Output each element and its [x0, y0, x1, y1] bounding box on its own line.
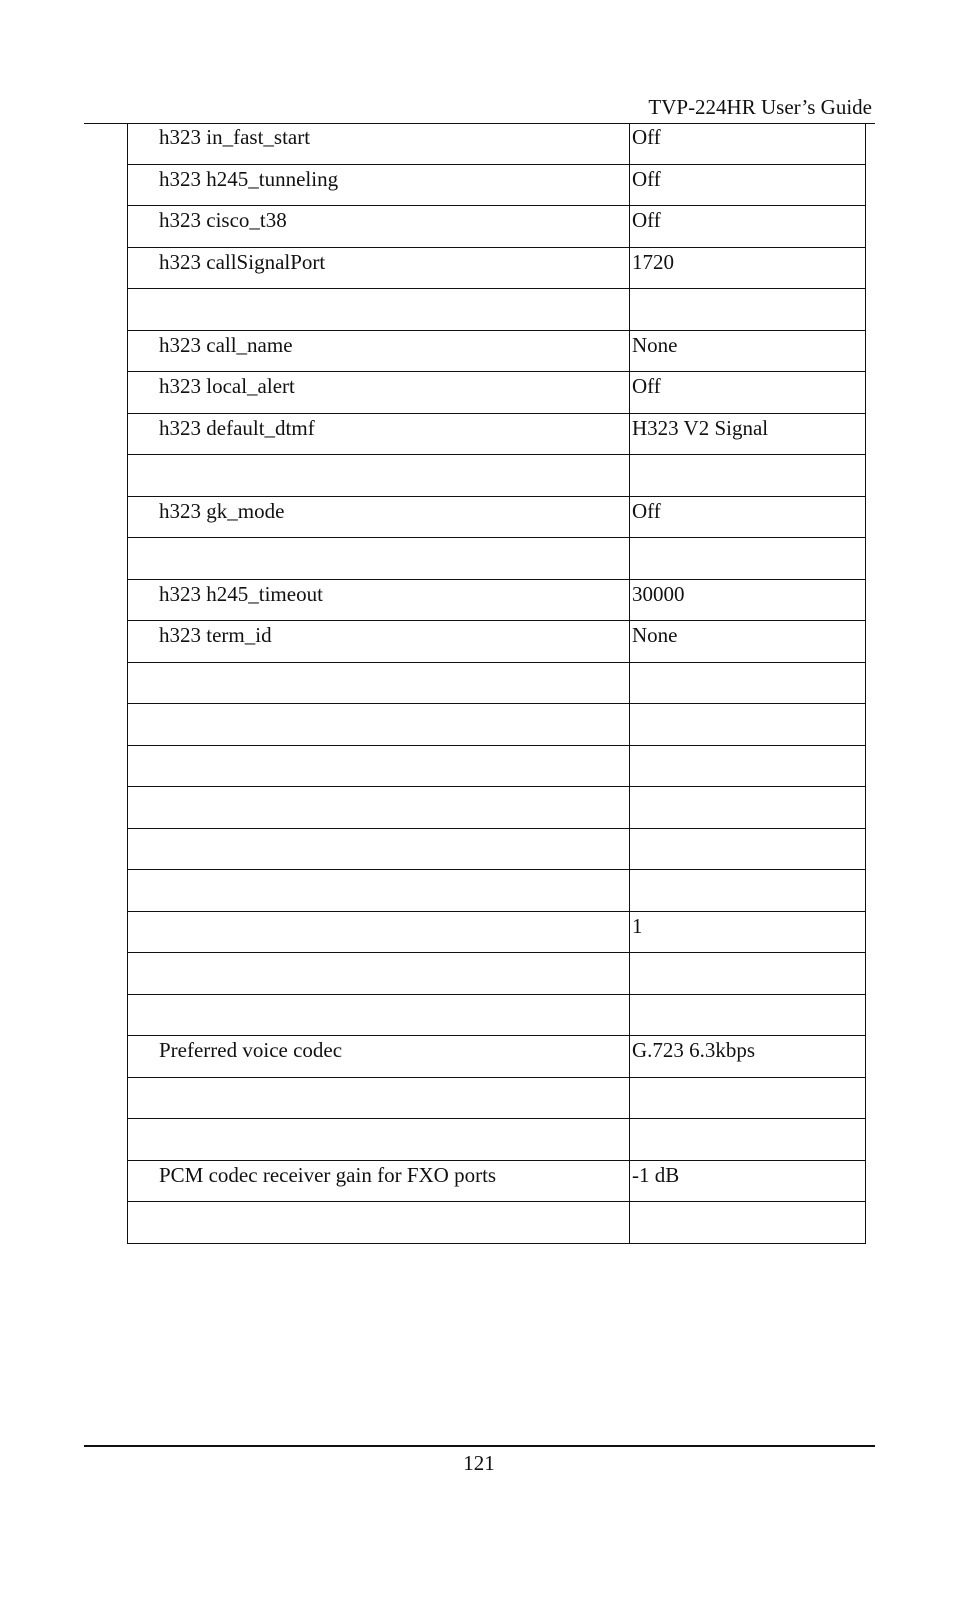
table-row [128, 953, 866, 995]
parameter-name: h323 term_id [128, 621, 630, 663]
parameter-value [630, 289, 866, 331]
parameter-value: Off [630, 496, 866, 538]
parameter-value [630, 745, 866, 787]
parameter-name [128, 289, 630, 331]
parameter-value [630, 870, 866, 912]
parameter-name [128, 662, 630, 704]
parameter-name [128, 953, 630, 995]
parameter-name: h323 h245_tunneling [128, 164, 630, 206]
parameter-value [630, 787, 866, 829]
parameter-value [630, 1119, 866, 1161]
parameter-value [630, 953, 866, 995]
footer-rule [84, 1445, 875, 1447]
parameter-value: 1 [630, 911, 866, 953]
parameter-value: None [630, 621, 866, 663]
parameter-value [630, 994, 866, 1036]
table-row [128, 1202, 866, 1244]
parameter-value [630, 704, 866, 746]
parameter-value: -1 dB [630, 1160, 866, 1202]
parameter-value: 30000 [630, 579, 866, 621]
parameter-value: H323 V2 Signal [630, 413, 866, 455]
table-row [128, 247, 866, 289]
parameter-name [128, 911, 630, 953]
parameter-value: Off [630, 206, 866, 248]
table-row [128, 579, 866, 621]
parameter-value: None [630, 330, 866, 372]
table-row [128, 745, 866, 787]
parameter-value [630, 455, 866, 497]
parameter-name [128, 828, 630, 870]
parameter-name [128, 745, 630, 787]
parameter-name [128, 787, 630, 829]
table-row [128, 413, 866, 455]
table-row [128, 1077, 866, 1119]
table-row [128, 828, 866, 870]
parameter-name: h323 local_alert [128, 372, 630, 414]
table-row [128, 330, 866, 372]
parameter-name: h323 h245_timeout [128, 579, 630, 621]
table-row [128, 621, 866, 663]
parameter-value [630, 828, 866, 870]
parameter-value [630, 662, 866, 704]
parameter-name [128, 1077, 630, 1119]
settings-table [127, 123, 866, 1244]
table-row [128, 704, 866, 746]
table-row [128, 911, 866, 953]
parameter-name [128, 538, 630, 580]
parameter-value: G.723 6.3kbps [630, 1036, 866, 1078]
table-row [128, 164, 866, 206]
parameter-name: Preferred voice codec [128, 1036, 630, 1078]
parameter-value [630, 538, 866, 580]
table-row [128, 123, 866, 164]
parameter-name: h323 call_name [128, 330, 630, 372]
parameter-value [630, 1202, 866, 1244]
parameter-value: Off [630, 123, 866, 164]
parameter-value: Off [630, 164, 866, 206]
table-row [128, 538, 866, 580]
table-row [128, 870, 866, 912]
parameter-value: Off [630, 372, 866, 414]
table-row [128, 1036, 866, 1078]
parameter-name [128, 1202, 630, 1244]
table-row [128, 289, 866, 331]
parameter-name [128, 870, 630, 912]
parameter-name: h323 gk_mode [128, 496, 630, 538]
table-row [128, 206, 866, 248]
table-row [128, 496, 866, 538]
table-row [128, 662, 866, 704]
table-row [128, 994, 866, 1036]
parameter-name: h323 default_dtmf [128, 413, 630, 455]
parameter-name [128, 455, 630, 497]
table-row [128, 455, 866, 497]
parameter-name [128, 1119, 630, 1161]
table-row [128, 787, 866, 829]
parameter-name: h323 cisco_t38 [128, 206, 630, 248]
page-number: 121 [463, 1451, 495, 1475]
parameter-name [128, 994, 630, 1036]
parameter-name: PCM codec receiver gain for FXO ports [128, 1160, 630, 1202]
table-row [128, 1119, 866, 1161]
parameter-name [128, 704, 630, 746]
table-row [128, 1160, 866, 1202]
running-header-title: TVP-224HR User’s Guide [648, 95, 872, 119]
table-row [128, 372, 866, 414]
parameter-value [630, 1077, 866, 1119]
parameter-value: 1720 [630, 247, 866, 289]
parameter-name: h323 callSignalPort [128, 247, 630, 289]
parameter-name: h323 in_fast_start [128, 123, 630, 164]
